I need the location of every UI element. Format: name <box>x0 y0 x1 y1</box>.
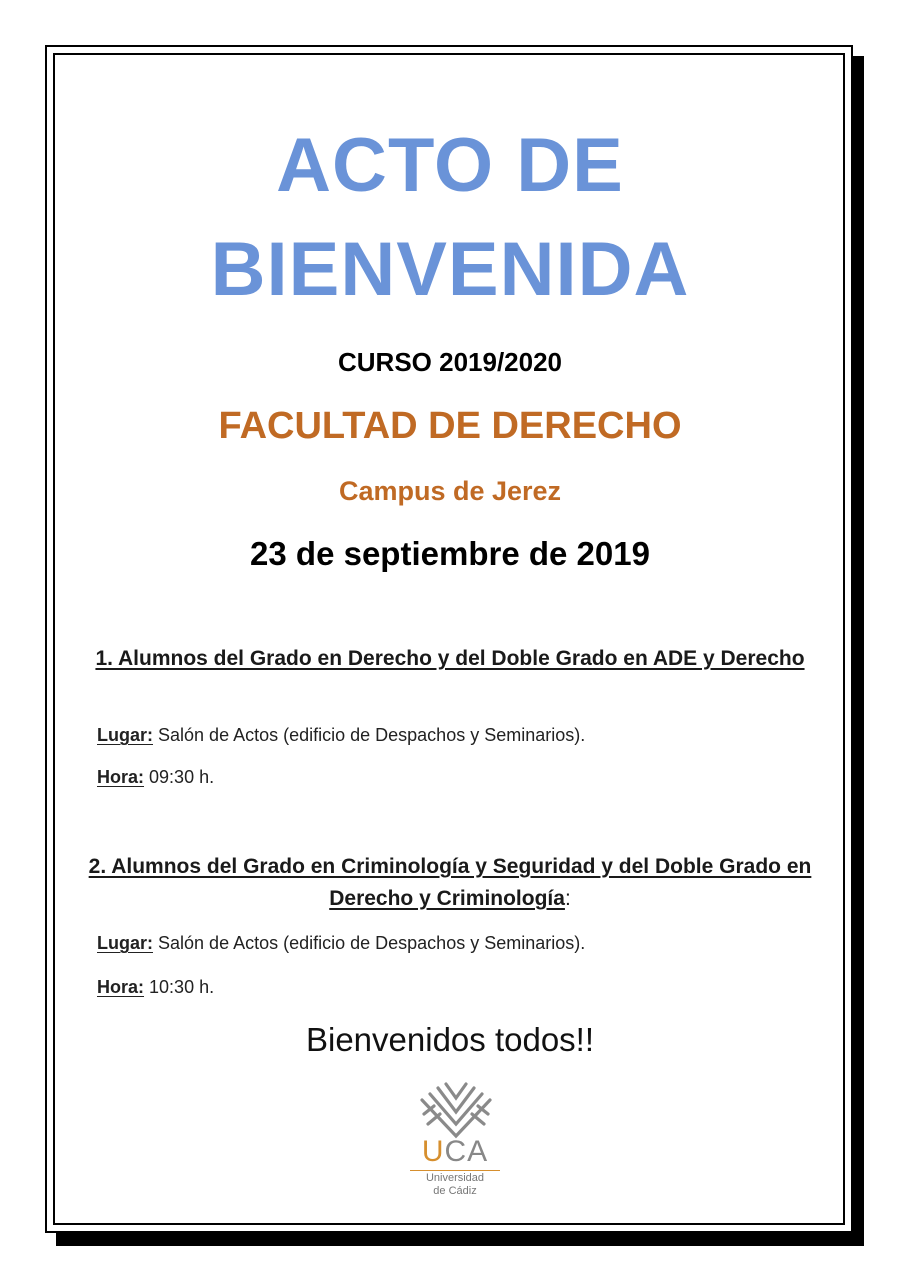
group-2-time <box>97 974 214 1000</box>
group-1-time-label: Hora: <box>97 767 145 787</box>
group-2-place-value: Salón de Actos (edificio de Despachos y Seminarios). <box>158 933 586 953</box>
group-1-heading <box>60 643 840 675</box>
title-line-1: ACTO DE <box>276 123 624 208</box>
group-1-time <box>97 764 214 790</box>
event-date: 23 de septiembre de 2019 <box>250 535 650 572</box>
group-2-time-label: Hora: <box>97 977 145 997</box>
group-1-place <box>97 722 585 748</box>
academic-year: CURSO 2019/2020 <box>337 347 563 377</box>
uca-logo-divider <box>410 1170 500 1171</box>
uca-logo-letters-ca: CA <box>444 1135 489 1168</box>
group-2-heading-text: 2. Alumnos del Grado en Criminología y Seguridad y del Doble Grado en Derecho y Criminología <box>88 855 812 910</box>
title-line-2: BIENVENIDA <box>210 227 690 312</box>
group-2-place <box>97 930 585 956</box>
group-2-time-value: 10:30 h. <box>149 977 215 997</box>
group-2-heading <box>60 851 840 915</box>
welcome-message: Bienvenidos todos!! <box>305 1021 595 1058</box>
uca-logo-subtitle-line-2: de Cádiz <box>433 1185 477 1197</box>
uca-logo-subtitle <box>400 1172 510 1198</box>
campus-name: Campus de Jerez <box>338 476 562 506</box>
uca-logo-subtitle-line-1: Universidad <box>425 1172 485 1184</box>
group-1-time-value: 09:30 h. <box>149 767 215 787</box>
group-1-place-label: Lugar: <box>97 725 153 745</box>
faculty-name: FACULTAD DE DERECHO <box>218 405 682 447</box>
uca-logo-wordmark <box>404 1134 506 1170</box>
group-1-heading-text: 1. Alumnos del Grado en Derecho y del Doble Grado en ADE y Derecho <box>95 647 805 670</box>
group-2-heading-suffix: : <box>564 887 571 910</box>
group-2-place-label: Lugar: <box>97 933 153 953</box>
uca-logo-letter-u: U <box>421 1135 445 1168</box>
group-1-place-value: Salón de Actos (edificio de Despachos y Seminarios). <box>158 725 586 745</box>
